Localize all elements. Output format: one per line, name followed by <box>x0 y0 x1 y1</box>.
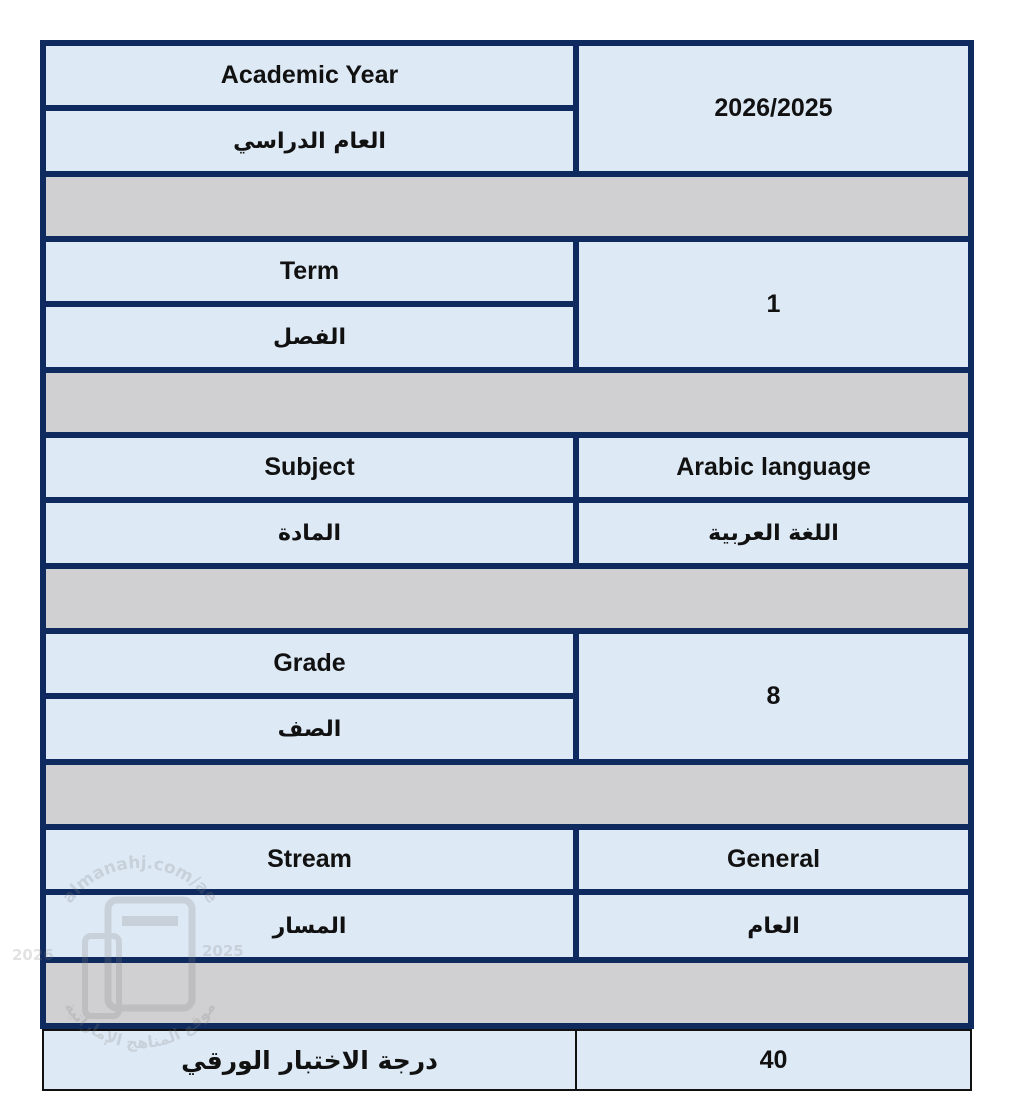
separator-row <box>46 177 968 236</box>
term-label-en: Term <box>46 242 573 301</box>
subject-value-en: Arabic language <box>579 438 968 497</box>
term-value: 1 <box>579 242 968 367</box>
grade-label-en: Grade <box>46 634 573 693</box>
academic-year-label-en: Academic Year <box>46 46 573 105</box>
academic-year-label-ar: العام الدراسي <box>46 111 573 171</box>
stream-label-en: Stream <box>46 830 573 889</box>
watermark-year-right: 2025 <box>202 942 244 960</box>
separator-row <box>46 963 968 1023</box>
watermark-site-text: almanahj.com/ae <box>58 852 222 908</box>
separator-row <box>46 569 968 628</box>
grade-label-ar: الصف <box>46 699 573 759</box>
exam-info-sheet <box>40 40 974 1093</box>
stream-value-en: General <box>579 830 968 889</box>
academic-year-value: 2026/2025 <box>579 46 968 171</box>
paper-exam-mark-label: درجة الاختبار الورقي <box>42 1029 577 1091</box>
watermark-arabic-text: موقع المناهج الإماراتية <box>60 997 220 1053</box>
stream-label-ar: المسار <box>46 895 573 957</box>
paper-exam-mark-value: 40 <box>575 1029 972 1091</box>
stream-value-ar: العام <box>579 895 968 957</box>
watermark-year-left: 2026 <box>12 946 54 964</box>
subject-value-ar: اللغة العربية <box>579 503 968 563</box>
grade-value: 8 <box>579 634 968 759</box>
separator-row <box>46 765 968 824</box>
subject-label-ar: المادة <box>46 503 573 563</box>
subject-label-en: Subject <box>46 438 573 497</box>
term-label-ar: الفصل <box>46 307 573 367</box>
separator-row <box>46 373 968 432</box>
